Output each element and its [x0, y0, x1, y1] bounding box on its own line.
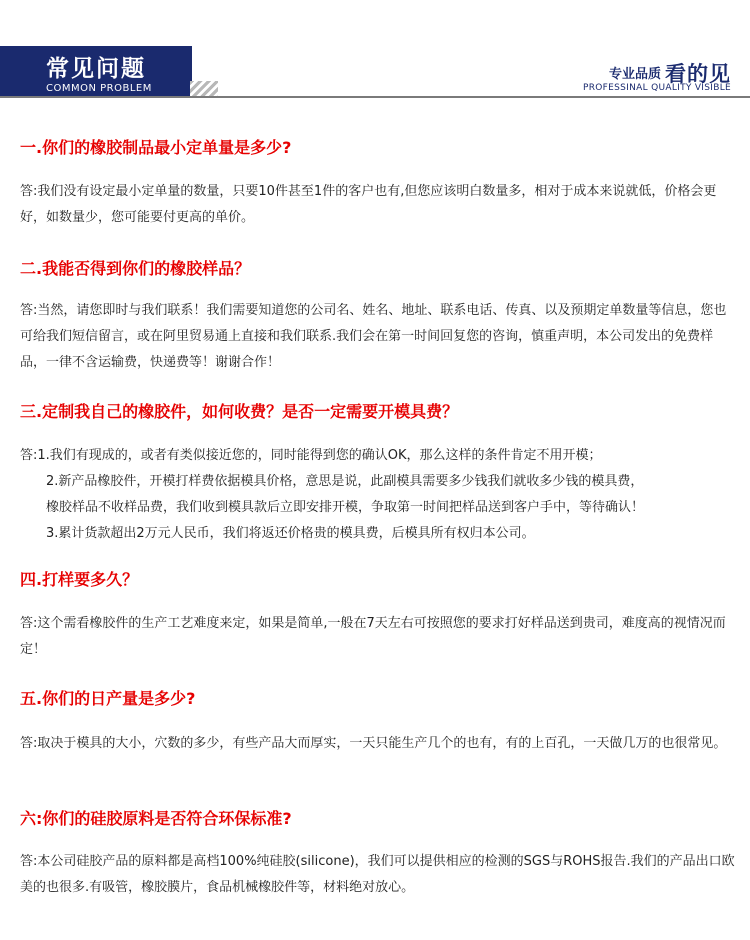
faq-question: 四.打样要多久？ — [20, 570, 139, 589]
faq-answer: 答:取决于模具的大小，穴数的多少，有些产品大而厚实，一天只能生产几个的也有，有的上百孔，一天做几万的也很常见。 — [20, 736, 727, 751]
header-divider — [0, 96, 750, 98]
page-subtitle: COMMON PROBLEM — [46, 83, 152, 94]
page-header — [0, 0, 750, 100]
faq-answer-1 — [20, 179, 736, 231]
faq-item-3 — [20, 402, 736, 422]
faq-answer-2 — [20, 298, 736, 376]
faq-item-4 — [20, 570, 736, 590]
faq-answer: 答:本公司硅胶产品的原料都是高档100%纯硅胶(silicone)，我们可以提供相应的检测的SGS与ROHS报告.我们的产品出口欧美的也很多.有吸管，橡胶膜片，食品机械橡胶件等，材料绝对放心。 — [20, 854, 735, 895]
faq-question: 二.我能否得到你们的橡胶样品？ — [20, 259, 251, 278]
faq-answer-line: 答:1.我们有现成的，或者有类似接近您的，同时能得到您的确认OK，那么这样的条件肯定不用开模； — [20, 448, 602, 463]
faq-answer-line: 3.累计货款超出2万元人民币，我们将返还价格贵的模具费，后模具所有权归本公司。 — [46, 526, 535, 541]
faq-answer-5 — [20, 731, 736, 757]
faq-question: 三.定制我自己的橡胶件，如何收费？是否一定需要开模具费？ — [20, 402, 459, 421]
faq-question: 六:你们的硅胶原料是否符合环保标准? — [20, 809, 292, 828]
tagline-big: 看的见 — [665, 62, 731, 86]
faq-question: 一.你们的橡胶制品最小定单量是多少? — [20, 138, 292, 157]
tagline-english: PROFESSINAL QUALITY VISIBLE — [583, 83, 731, 93]
faq-item-2 — [20, 259, 736, 279]
page-title: 常见问题 — [46, 56, 146, 82]
faq-answer: 答:我们没有设定最小定单量的数量，只要10件甚至1件的客户也有,但您应该明白数量多，相对于成本来说就低，价格会更好，如数量少，您可能要付更高的单价。 — [20, 184, 717, 225]
faq-answer-line: 橡胶样品不收样品费，我们收到模具款后立即安排开模，争取第一时间把样品送到客户手中，等待确认！ — [46, 500, 645, 515]
faq-answer-3 — [20, 443, 736, 547]
faq-answer-4 — [20, 611, 736, 663]
faq-item-1 — [20, 138, 736, 158]
faq-item-6 — [20, 809, 736, 829]
faq-answer: 答:这个需看橡胶件的生产工艺难度来定，如果是简单,一般在7天左右可按照您的要求打好样品送到贵司，难度高的视情况而定！ — [20, 616, 726, 657]
faq-answer-line: 2.新产品橡胶件，开模打样费依据模具价格，意思是说，此副模具需要多少钱我们就收多少钱的模具费， — [46, 474, 644, 489]
faq-answer: 答:当然，请您即时与我们联系！我们需要知道您的公司名、姓名、地址、联系电话、传真、以及预期定单数量等信息，您也可给我们短信留言，或在阿里贸易通上直接和我们联系.我们会在第一时间回复您的咨询，慎重声明，本公司发出的免费样品，一律不含运输费，快递费等！谢谢合作！ — [20, 303, 727, 370]
tagline-small: 专业品质 — [608, 67, 661, 82]
faq-question: 五.你们的日产量是多少? — [20, 689, 196, 708]
decorative-stripes — [190, 81, 218, 96]
faq-answer-6 — [20, 849, 736, 901]
faq-item-5 — [20, 689, 736, 709]
